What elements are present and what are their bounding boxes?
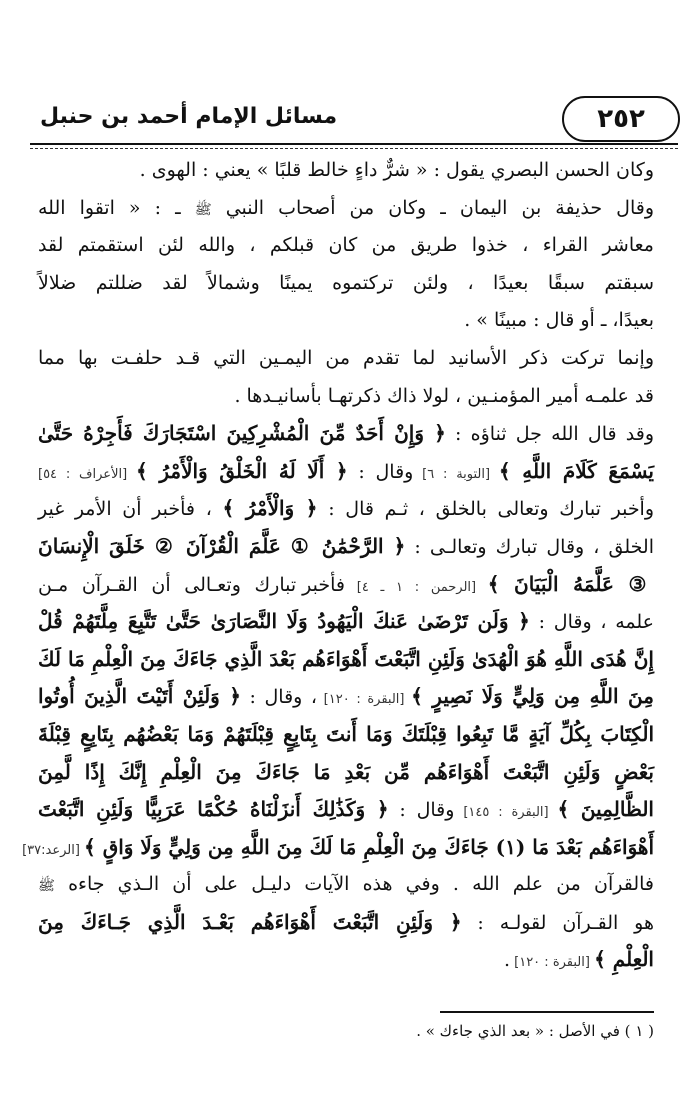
verse-reference: [الرعد:٣٧] — [22, 842, 85, 858]
quran-verse: ﴿ وَلَئِنْ أَتَيْتَ الَّذِينَ أُوتُوا — [38, 684, 242, 709]
verse-reference: [البقرة : ١٢٠] — [510, 955, 595, 971]
text-segment: هو القـرآن لقولـه : — [461, 911, 655, 934]
quran-verse: مِنَ اللَّهِ مِن وَلِيٍّ وَلَا نَصِيرٍ ﴾ — [411, 684, 654, 709]
verse-reference: [التوبة : ٦] — [413, 466, 499, 482]
page-number-frame — [562, 96, 680, 142]
text-line — [38, 265, 654, 303]
quran-verse: ③ عَلَّمَهُ الْبَيَانَ ﴾ — [487, 571, 654, 596]
text-segment: الخلق ، وقال تبارك وتعالـى : — [405, 535, 654, 558]
quran-verse: ﴿ وَالْأَمْرُ ﴾ — [222, 496, 318, 521]
quran-verse: يَسْمَعَ كَلَامَ اللَّهِ ﴾ — [498, 458, 654, 483]
text-line — [38, 190, 654, 228]
honorific-glyph: ﷺ — [38, 878, 55, 895]
text-line — [38, 378, 654, 416]
text-line — [38, 566, 654, 604]
verse-reference: [الأعراف : ٥٤] — [38, 466, 136, 482]
main-text — [22, 152, 655, 979]
text-line — [38, 641, 654, 679]
text-line — [38, 302, 654, 340]
honorific-glyph: ﷺ — [194, 201, 212, 218]
text-segment: وقال : — [388, 799, 455, 822]
text-segment: قد علمـه أمير المؤمنـين ، لولا ذاك ذكرتهـا بأسانيـدها . — [234, 384, 654, 407]
header-rule — [30, 143, 678, 145]
verse-reference: [الرحمن : ١ ـ ٤] — [345, 579, 488, 595]
text-line — [38, 904, 654, 942]
text-line — [38, 941, 654, 979]
text-segment: ، وقال : — [241, 686, 318, 709]
text-segment: وقد قال الله جل ثناؤه : — [445, 423, 654, 446]
text-line — [38, 528, 654, 566]
text-line — [38, 340, 654, 378]
footnote-rule — [440, 1011, 654, 1013]
text-segment: بعيدًا، ـ أو قال : مبينًا » . — [464, 309, 654, 332]
quran-verse: ﴿ وَكَذَٰلِكَ أَنزَلْنَاهُ حُكْمًا عَرَبِيًّا وَلَئِنِ اتَّبَعْتَ — [38, 797, 389, 822]
text-line — [38, 490, 654, 528]
page-number: ٢٥٢ — [597, 104, 645, 134]
text-segment: علمه ، وقال : — [529, 611, 655, 634]
quran-verse: الظَّالِمِينَ ﴾ — [557, 797, 654, 822]
text-segment: ، فأخبر أن الأمر غير — [38, 498, 223, 521]
text-segment: سبقتم سبقًا بعيدًا ، ولئن تركتموه يمينًا وشمالاً لقد ضللتم ضلالاً — [38, 271, 654, 294]
text-line — [38, 415, 654, 453]
text-segment: فالقرآن من علم الله . وفي هذه الآيات دليـل على أن الـذي جاءه — [54, 873, 654, 896]
text-segment: وإنما تركت ذكر الأسانيد لما تقدم من اليمـين التي قـد حلفـت بها مما — [38, 346, 654, 369]
text-segment: فأخبر تبارك وتعـالى أن القـرآن مـن — [38, 573, 346, 596]
quran-verse: ﴿ أَلَا لَهُ الْخَلْقُ وَالْأَمْرُ ﴾ — [135, 458, 348, 483]
quran-verse: أَهْوَاءَهُم بَعْدَ مَا (١) جَاءَكَ مِنَ الْعِلْمِ مَا لَكَ مِنَ اللَّهِ مِن وَلِيٍّ وَلَا وَاقٍ ﴾ — [84, 834, 654, 859]
quran-verse: ﴿ وَلَن تَرْضَىٰ عَنكَ الْيَهُودُ وَلَا النَّصَارَىٰ حَتَّىٰ تَتَّبِعَ مِلَّتَهُمْ قُلْ — [38, 609, 530, 634]
text-segment: معاشر القراء ، خذوا طريق من كان قبلكم ، والله لئن استقمتم لقد — [38, 234, 654, 257]
header-rule-dashed — [30, 148, 678, 149]
text-line — [38, 754, 654, 792]
text-line — [38, 866, 654, 904]
quran-verse: بَعْضٍ وَلَئِنِ اتَّبَعْتَ أَهْوَاءَهُم مِّن بَعْدِ مَا جَاءَكَ مِنَ الْعِلْمِ إِنَّكَ إِذًا لَّمِنَ — [38, 759, 654, 784]
running-title: مسائل الإمام أحمد بن حنبل — [40, 104, 338, 129]
quran-verse: الْعِلْمِ ﴾ — [594, 947, 654, 972]
text-line — [22, 829, 654, 867]
quran-verse: الْكِتَابَ بِكُلِّ آيَةٍ مَّا تَبِعُوا قِبْلَتَكَ وَمَا أَنتَ بِتَابِعٍ قِبْلَتَهُمْ وَمَا بَعْضُهُم بِتَابِعٍ قِبْلَةَ — [38, 721, 654, 746]
verse-reference: [البقرة : ١٤٥] — [454, 805, 558, 821]
text-segment: وكان الحسن البصري يقول : « شرٌّ داءٍ خالط قلبًا » يعني : الهوى . — [139, 159, 654, 181]
quran-verse: ﴿ الرَّحْمَٰنُ ① عَلَّمَ الْقُرْآنَ ② خَلَقَ الْإِنسَانَ — [38, 533, 406, 558]
text-line — [38, 603, 654, 641]
text-segment: وأخبر تبارك وتعالى بالخلق ، ثـم قال : — [317, 498, 655, 521]
text-line — [38, 152, 654, 190]
text-line — [38, 453, 654, 491]
text-segment: . — [503, 949, 510, 972]
verse-reference: [البقرة : ١٢٠] — [317, 692, 412, 708]
text-line — [38, 227, 654, 265]
text-line — [38, 678, 654, 716]
text-segment: ـ : « اتقوا الله — [38, 196, 195, 219]
text-line — [38, 716, 654, 754]
quran-verse: إِنَّ هُدَى اللَّهِ هُوَ الْهُدَىٰ وَلَئِنِ اتَّبَعْتَ أَهْوَاءَهُم بَعْدَ الَّذِي جَاءَكَ مِنَ الْعِلْمِ مَا لَكَ — [38, 646, 654, 671]
quran-verse: ﴿ وَلَئِنِ اتَّبَعْتَ أَهْوَاءَهُم بَعْـدَ الَّذِي جَـاءَكَ مِنَ — [38, 909, 462, 934]
text-segment: وقال : — [347, 460, 414, 483]
text-segment: وقال حذيفة بن اليمان ـ وكان من أصحاب النبي — [211, 196, 655, 219]
footnote: ( ١ ) في الأصل : « بعد الذي جاءك » . — [416, 1022, 654, 1040]
quran-verse: ﴿ وَإِنْ أَحَدٌ مِّنَ الْمُشْرِكِينَ اسْتَجَارَكَ فَأَجِرْهُ حَتَّىٰ — [38, 421, 446, 446]
text-line — [38, 791, 654, 829]
